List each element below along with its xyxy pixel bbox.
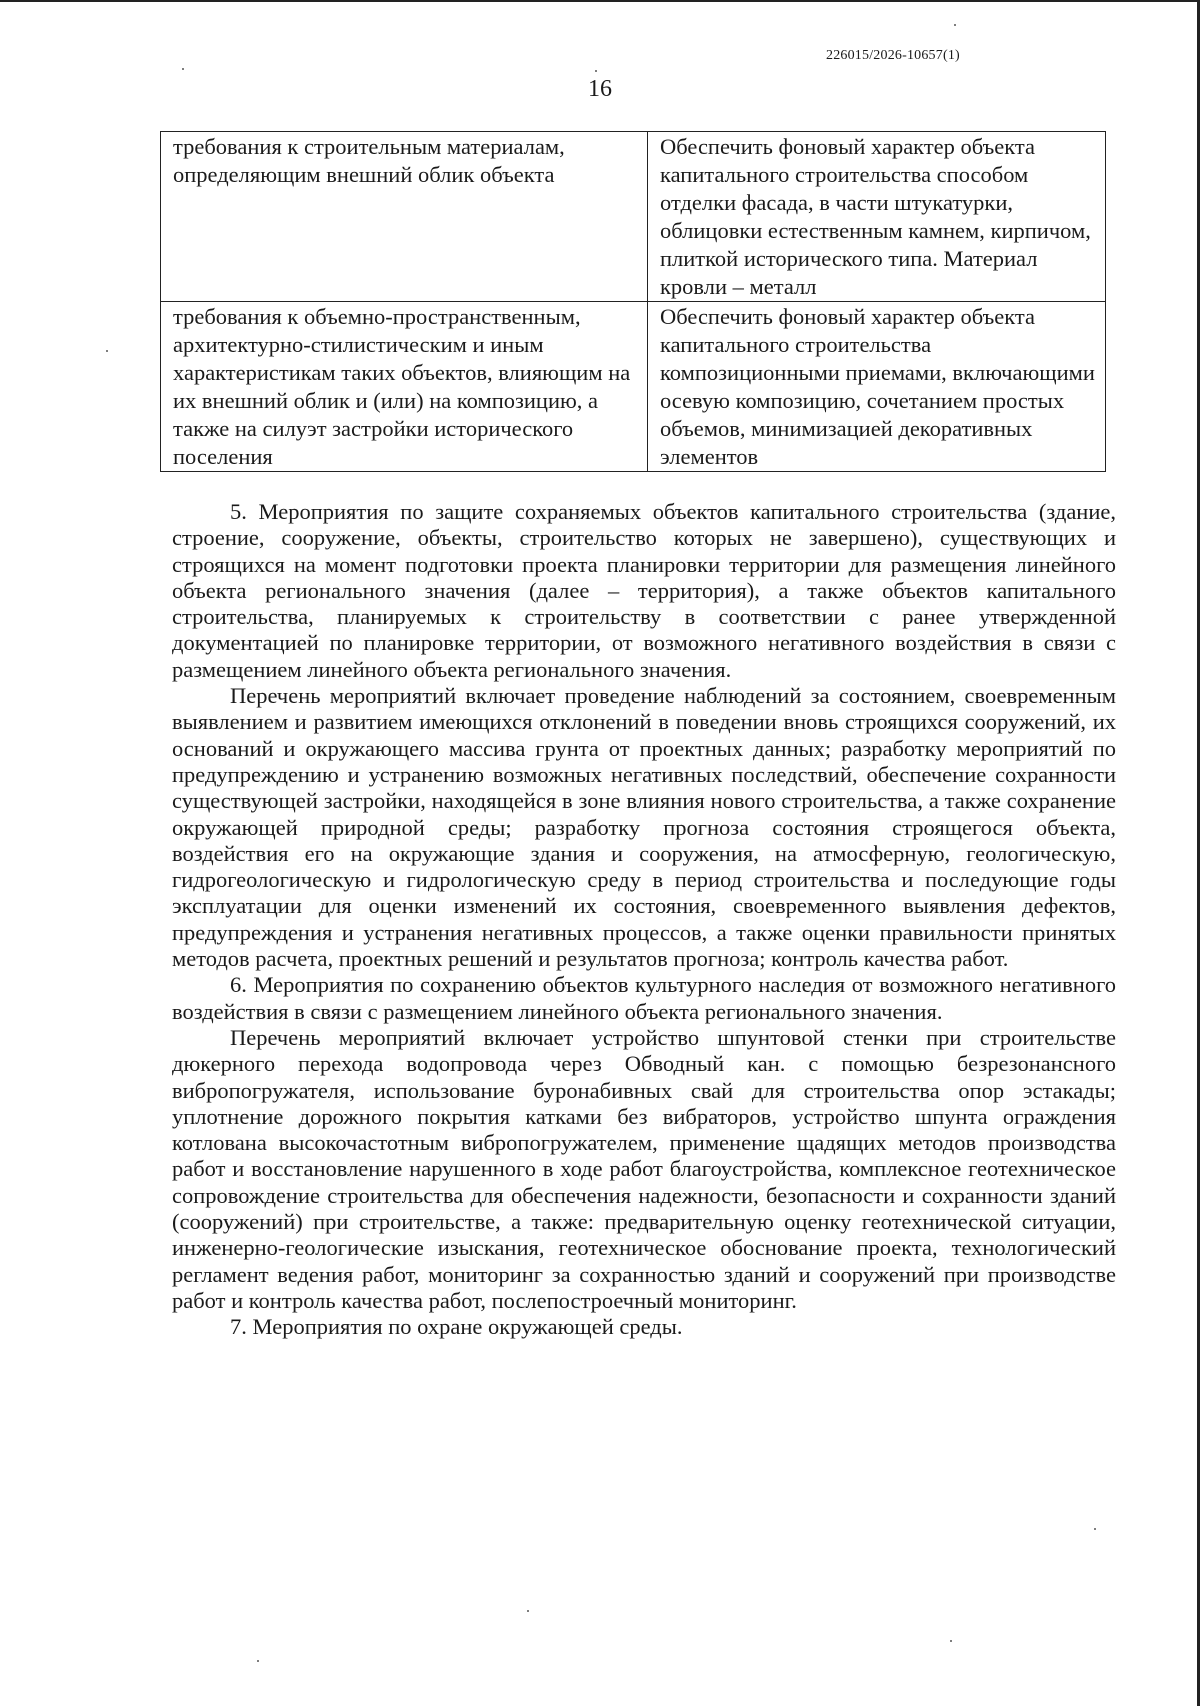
document-body (172, 499, 1116, 1341)
scan-speck (527, 1610, 529, 1612)
paragraph-section-6: 6. Мероприятия по сохранению объектов культурного наследия от возможного негативного воздействия в связи с размещением линейного объекта регионального значения. (172, 972, 1116, 1024)
scan-speck (950, 1640, 952, 1642)
scan-speck (106, 350, 108, 352)
paragraph-section-7: 7. Мероприятия по охране окружающей среды. (230, 1314, 683, 1340)
page-number: 16 (588, 76, 612, 102)
requirements-table (160, 131, 1106, 472)
value-cell: Обеспечить фоновый характер объекта капитального строительства композиционными приемами, включающими осевую композицию, сочетанием простых объемов, минимизацией декоративных элементов (648, 302, 1106, 472)
document-number: 226015/2026-10657(1) (826, 48, 960, 63)
paragraph-heritage-measures: Перечень мероприятий включает устройство шпунтовой стенки при строительстве дюкерного перехода водопровода через Обводный кан. с помощью безрезонансного вибропогружателя, использование буронабивных свай для строительства опор эстакады; уплотнение дорожного покрытия катками без вибраторов, устройство шпунта ограждения котлована высокочастотным вибропогружателем, применение щадящих методов производства работ и восстановление нарушенного в ходе работ благоустройства, комплексное геотехническое сопровождение строительства для обеспечения надежности, безопасности и сохранности зданий (сооружений) при строительстве, а также: предварительную оценку геотехнической ситуации, инженерно-геологические изыскания, геотехническое обоснование проекта, технологический регламент ведения работ, мониторинг за сохранностью зданий и сооружений при производстве работ и контроль качества работ, послепостроечный мониторинг. (172, 1024, 1116, 1313)
requirement-cell: требования к объемно-пространственным, архитектурно-стилистическим и иным характеристикам таких объектов, влияющим на их внешний облик и (или) на композицию, а также на силуэт застройки исторического поселения (161, 302, 648, 472)
table-row (161, 302, 1106, 472)
scan-speck (257, 1660, 259, 1662)
scan-speck (954, 24, 956, 26)
paragraph-section-5: 5. Мероприятия по защите сохраняемых объектов капитального строительства (здание, строение, сооружение, объекты, строительство которых не завершено), существующих и строящихся на момент подготовки проекта планировки территории для размещения линейного объекта регионального значения (далее – территория), а также объектов капитального строительства, планируемых к строительству в соответствии с ранее утвержденной документацией по планировке территории, от возможного негативного воздействия в связи с размещением линейного объекта регионального значения. (172, 499, 1116, 682)
scan-speck (595, 70, 597, 72)
table-row (161, 132, 1106, 302)
scan-speck (182, 68, 184, 70)
requirement-cell: требования к строительным материалам, определяющим внешний облик объекта (161, 132, 648, 302)
value-cell: Обеспечить фоновый характер объекта капитального строительства способом отделки фасада, в части штукатурки, облицовки естественным камнем, кирпичом, плиткой исторического типа. Материал кровли – металл (648, 132, 1106, 302)
scan-speck (1094, 1528, 1096, 1530)
paragraph-measures-list: Перечень мероприятий включает проведение наблюдений за состоянием, своевременным выявлением и развитием имеющихся отклонений в поведении вновь строящихся сооружений, их оснований и окружающего массива грунта от проектных данных; разработку мероприятий по предупреждению и устранению возможных негативных последствий, обеспечение сохранности существующей застройки, находящейся в зоне влияния нового строительства, а также сохранение окружающей природной среды; разработку прогноза состояния строящегося объекта, воздействия его на окружающие здания и сооружения, на атмосферную, геологическую, гидрогеологическую и гидрологическую среду в период строительства и последующие годы эксплуатации для оценки изменений их состояния, своевременного выявления дефектов, предупреждения и устранения негативных процессов, а также оценки правильности принятых методов расчета, проектных решений и результатов прогноза; контроль качества работ. (172, 683, 1116, 972)
